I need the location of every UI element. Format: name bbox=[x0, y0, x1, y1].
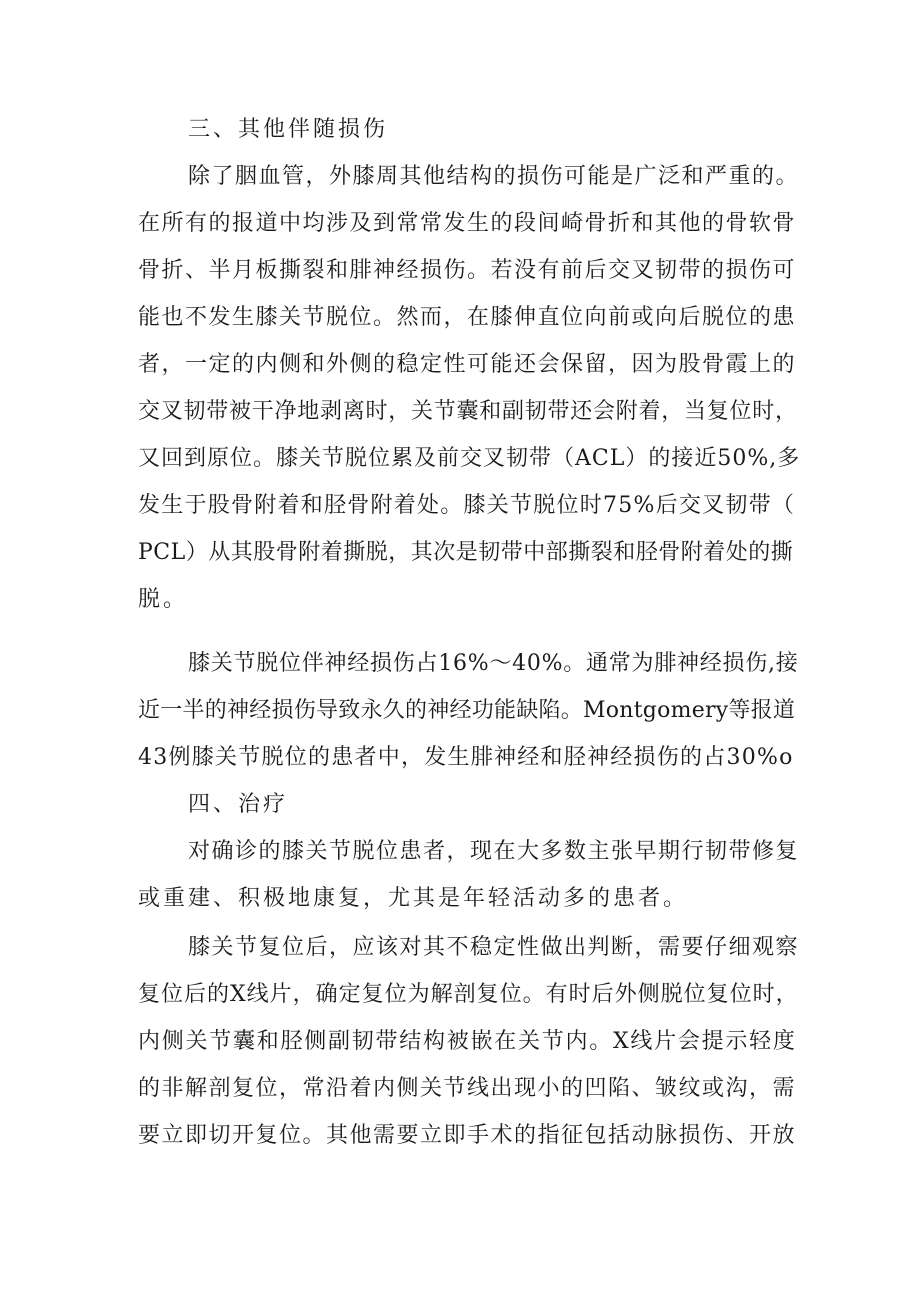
paragraph-line: 又回到原位。膝关节脱位累及前交叉韧带（ACL）的接近50%,多 bbox=[138, 446, 801, 471]
paragraph-line: 在所有的报道中均涉及到常常发生的段间崎骨折和其他的骨软骨 bbox=[138, 211, 797, 236]
paragraph-line: 者，一定的内侧和外侧的稳定性可能还会保留，因为股骨霞上的 bbox=[138, 352, 797, 377]
section-heading-other-injuries: 三、其他伴随损伤 bbox=[188, 117, 389, 142]
paragraph-line: 近一半的神经损伤导致永久的神经功能缺陷。Montgomery等报道 bbox=[138, 698, 796, 723]
paragraph-line: 交叉韧带被干净地剥离时，关节囊和副韧带还会附着，当复位时， bbox=[138, 399, 798, 424]
paragraph-line: 或重建、积极地康复，尤其是年轻活动多的患者。 bbox=[138, 886, 689, 911]
paragraph-line: 43例膝关节脱位的患者中，发生腓神经和胫神经损伤的占30%o bbox=[138, 745, 794, 770]
section-heading-treatment: 四、治疗 bbox=[188, 792, 289, 817]
paragraph-line: PCL）从其股骨附着撕脱，其次是韧带中部撕裂和胫骨附着处的撕 bbox=[138, 540, 794, 565]
paragraph-line: 内侧关节囊和胫侧副韧带结构被嵌在关节内。X线片会提示轻度 bbox=[138, 1029, 797, 1054]
paragraph-line: 发生于股骨附着和胫骨附着处。膝关节脱位时75%后交叉韧带（ bbox=[138, 493, 796, 518]
paragraph-line: 除了胭血管，外膝周其他结构的损伤可能是广泛和严重的。 bbox=[188, 164, 800, 189]
paragraph-line: 骨折、半月板撕裂和腓神经损伤。若没有前后交叉韧带的损伤可 bbox=[138, 258, 797, 283]
paragraph-line: 膝关节脱位伴神经损伤占16%～40%。通常为腓神经损伤,接 bbox=[188, 651, 799, 676]
paragraph-line: 脱。 bbox=[138, 587, 189, 612]
paragraph-line: 对确诊的膝关节脱位患者，现在大多数主张早期行韧带修复 bbox=[188, 839, 800, 864]
paragraph-line: 膝关节复位后，应该对其不稳定性做出判断，需要仔细观察 bbox=[188, 935, 800, 960]
paragraph-line: 的非解剖复位，常沿着内侧关节线出现小的凹陷、皱纹或沟，需 bbox=[138, 1076, 797, 1101]
paragraph-line: 能也不发生膝关节脱位。然而，在膝伸直位向前或向后脱位的患 bbox=[138, 305, 797, 330]
paragraph-line: 要立即切开复位。其他需要立即手术的指征包括动脉损伤、开放 bbox=[138, 1123, 797, 1148]
paragraph-line: 复位后的X线片，确定复位为解剖复位。有时后外侧脱位复位时， bbox=[138, 982, 799, 1007]
